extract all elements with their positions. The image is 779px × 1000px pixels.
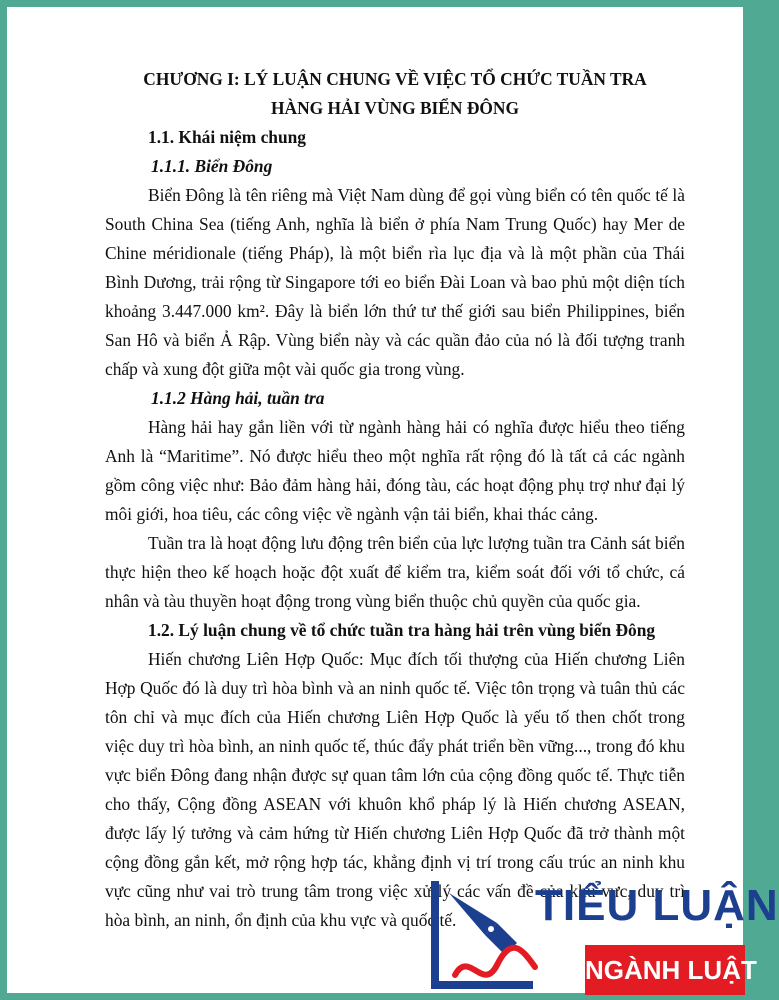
logo-text-tieu-luan: TIỂU LUẬN	[535, 881, 779, 930]
chapter-title-line1: CHƯƠNG I: LÝ LUẬN CHUNG VỀ VIỆC TỔ CHỨC TUẦN TRA	[143, 69, 647, 89]
logo-text-nganh-luat: NGÀNH LUẬT	[585, 945, 745, 995]
chapter-title-line2: HÀNG HẢI VÙNG BIỂN ĐÔNG	[270, 98, 519, 118]
section-heading-1-1-2: 1.1.2 Hàng hải, tuần tra	[151, 388, 325, 408]
document-content	[105, 65, 685, 935]
paragraph-tuan-tra: Tuần tra là hoạt động lưu động trên biển của lực lượng tuần tra Cảnh sát biển thực hiện theo kế hoạch hoặc đột xuất để kiểm tra, kiểm soát đối với tổ chức, cá nhân và tàu thuyền hoạt động trong vùng biển thuộc chủ quyền của quốc gia.	[105, 533, 685, 611]
watermark-logo	[425, 875, 779, 993]
paragraph-hien-chuong: Hiến chương Liên Hợp Quốc: Mục đích tối thượng của Hiến chương Liên Hợp Quốc đó là duy trì hòa bình và an ninh quốc tế. Việc tôn trọng và tuân thủ các tôn chỉ và mục đích của Hiến chương Liên Hợp Quốc là yếu tố then chốt trong việc duy trì hòa bình, an ninh quốc tế, thúc đẩy phát triển bền vững..., trong đó khu vực biển Đông đang nhận được sự quan tâm lớn của cộng đồng quốc tế. Thực tiễn cho thấy, Cộng đồng ASEAN với khuôn khổ pháp lý là Hiến chương ASEAN, được lấy lý tưởng và cảm hứng từ Hiến chương Liên Hợp Quốc đã trở thành một cộng đồng gắn kết, mở rộng hợp tác, khẳng định vị trí trong cấu trúc an ninh khu vực cũng như vai trò trung tâm trong việc xử lý các vấn đề của khu vực, duy trì hòa bình, an ninh, ổn định của khu vực và quốc tế.	[105, 649, 685, 930]
paragraph-hang-hai: Hàng hải hay gắn liền với từ ngành hàng hải có nghĩa được hiểu theo tiếng Anh là “Maritime”. Nó được hiểu theo một nghĩa rất rộng đó là tất cả các ngành gồm công việc như: Bảo đảm hàng hải, đóng tàu, các hoạt động phụ trợ như đại lý môi giới, hoa tiêu, các công việc về ngành vận tải biển, khai thác cảng.	[105, 417, 685, 524]
section-heading-1-1: 1.1. Khái niệm chung	[148, 127, 306, 147]
section-heading-1-1-1: 1.1.1. Biển Đông	[151, 156, 273, 176]
paragraph-bien-dong: Biển Đông là tên riêng mà Việt Nam dùng để gọi vùng biển có tên quốc tế là South China Sea (tiếng Anh, nghĩa là biển ở phía Nam Trung Quốc) hay Mer de Chine méridionale (tiếng Pháp), là một biển rìa lục địa và là một phần của Thái Bình Dương, trải rộng từ Singapore tới eo biển Đài Loan và bao phủ một diện tích khoảng 3.447.000 km². Đây là biển lớn thứ tư thế giới sau biển Philippines, biển San Hô và biển Ả Rập. Vùng biển này và các quần đảo của nó là đối tượng tranh chấp và xung đột giữa một vài quốc gia trong vùng.	[105, 185, 685, 379]
section-heading-1-2: 1.2. Lý luận chung về tổ chức tuần tra hàng hải trên vùng biển Đông	[148, 620, 656, 640]
document-page	[7, 7, 779, 993]
fountain-pen-icon	[425, 875, 543, 993]
